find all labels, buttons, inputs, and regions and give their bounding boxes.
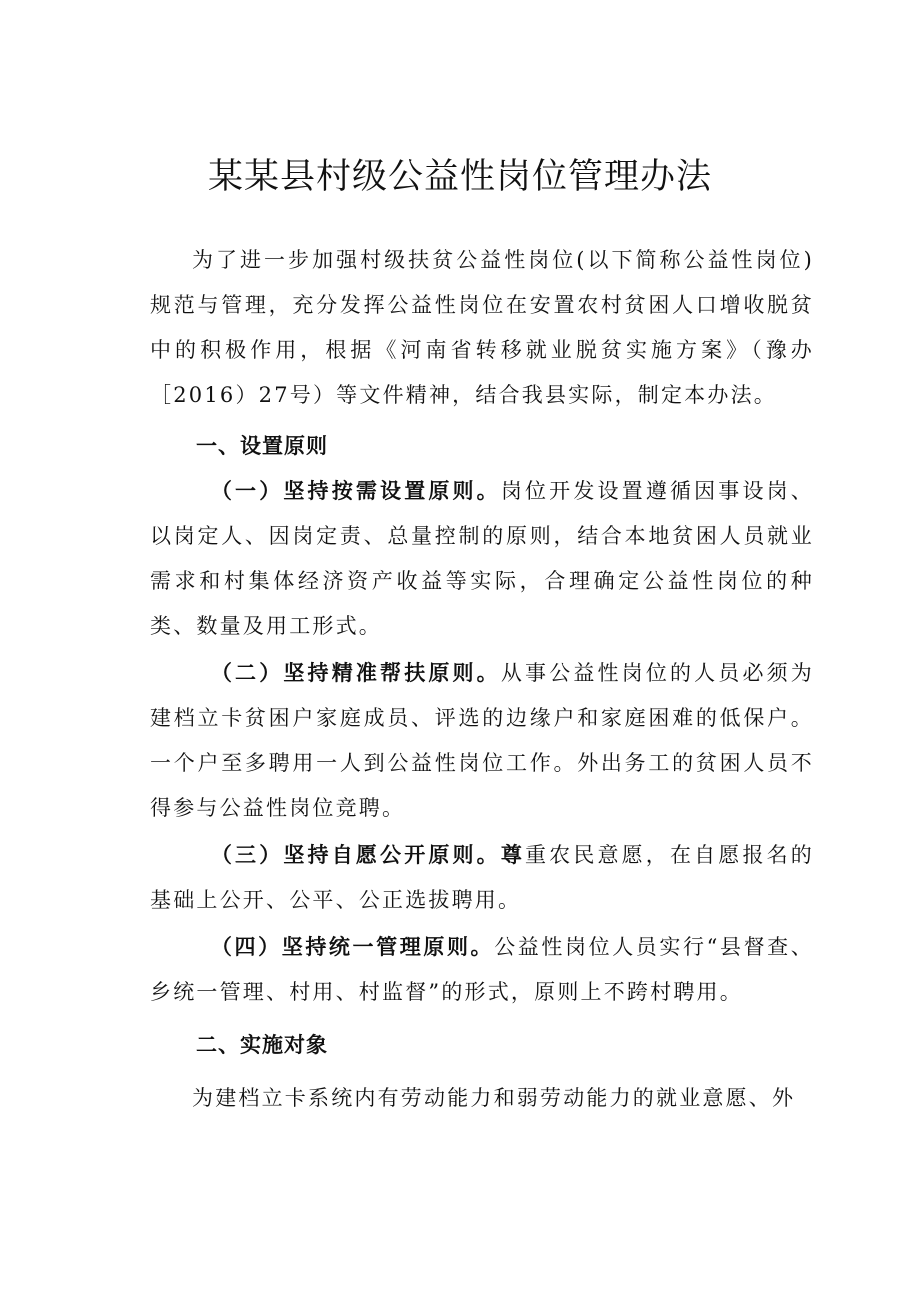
principle-item-1-lead: （一）坚持按需设置原则。 — [210, 479, 501, 503]
targets-paragraph: 为建档立卡系统内有劳动能力和弱劳动能力的就业意愿、外 — [192, 1086, 796, 1110]
section-heading-targets: 二、实施对象 — [196, 1033, 328, 1057]
principle-item-4 — [150, 925, 814, 1015]
principle-item-2 — [150, 651, 814, 831]
principle-item-4-text: 公益性岗位人员实行“县督查、乡统一管理、村用、村监督”的形式，原则上不跨村聘用。 — [150, 935, 814, 1004]
principle-item-3 — [150, 833, 814, 923]
principle-item-3-text: 重农民意愿，在自愿报名的基础上公开、公平、公正选拔聘用。 — [150, 843, 814, 912]
document-title: 某某县村级公益性岗位管理办法 — [207, 157, 712, 197]
section-heading-principles: 一、设置原则 — [196, 434, 328, 458]
document-body — [150, 238, 814, 1121]
principle-item-2-text: 从事公益性岗位的人员必须为建档立卡贫困户家庭成员、评选的边缘户和家庭困难的低保户。一个户至多聘用一人到公益性岗位工作。外出务工的贫困人员不得参与公益性岗位竞聘。 — [150, 661, 814, 820]
principle-item-4-lead: （四）坚持统一管理原则。 — [210, 935, 495, 959]
intro-paragraph: 为了进一步加强村级扶贫公益性岗位(以下简称公益性岗位)规范与管理，充分发挥公益性岗位在安置农村贫困人口增收脱贫中的积极作用，根据《河南省转移就业脱贫实施方案》（豫办［2016）27号）等文件精神，结合我县实际，制定本办法。 — [150, 248, 814, 407]
principle-item-1 — [150, 469, 814, 649]
principle-item-3-lead: （三）坚持自愿公开原则。尊 — [210, 843, 525, 867]
principle-item-2-lead: （二）坚持精准帮扶原则。 — [210, 661, 501, 685]
principle-item-1-text: 岗位开发设置遵循因事设岗、以岗定人、因岗定责、总量控制的原则，结合本地贫困人员就业需求和村集体经济资产收益等实际，合理确定公益性岗位的种类、数量及用工形式。 — [150, 479, 814, 638]
